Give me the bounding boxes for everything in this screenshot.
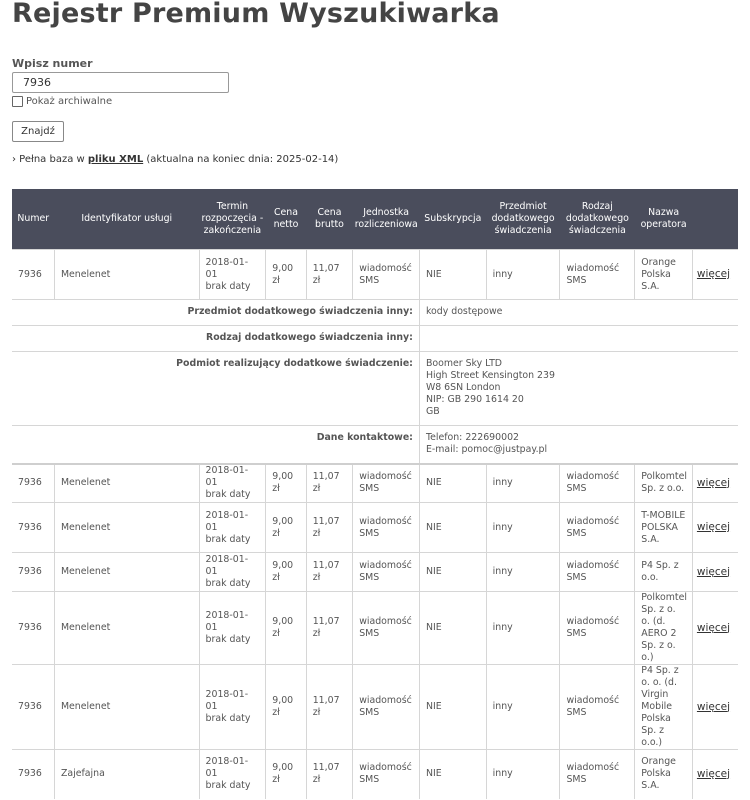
cell-more: [692, 464, 738, 503]
cell-termin: [199, 464, 266, 503]
col-header-rodzaj: Rodzaj dodatkowego świadczenia: [560, 189, 635, 250]
cell-termin-start: 2018-01-01: [205, 689, 249, 712]
cell-identyfikator: Menelenet: [54, 503, 199, 553]
cell-operator: Orange Polska S.A.: [635, 250, 693, 300]
cell-termin: [199, 665, 266, 750]
cell-more: [692, 250, 738, 300]
cell-termin-end: brak daty: [205, 713, 251, 724]
cell-identyfikator: Zajefajna: [54, 750, 199, 799]
cell-more: [692, 665, 738, 750]
cell-jednostka: wiadomość SMS: [353, 464, 420, 503]
cell-subskrypcja: NIE: [419, 250, 486, 300]
cell-termin-end: brak daty: [205, 280, 251, 292]
cell-termin-start: 2018-01-01: [205, 610, 249, 633]
search-button[interactable]: Znajdź: [12, 121, 64, 142]
table-row: [12, 750, 738, 799]
xml-info-suffix: (aktualna na koniec dnia: 2025-02-14): [146, 154, 339, 165]
cell-more: [692, 592, 738, 665]
cell-przedmiot: inny: [486, 665, 560, 750]
col-header-identyfikator: Identyfikator usługi: [54, 189, 199, 250]
detail-rodzaj-inny-value: [419, 326, 738, 352]
col-header-cena-brutto: Cena brutto: [306, 189, 353, 250]
cell-termin-end: brak daty: [205, 634, 251, 645]
cell-termin-start: 2018-01-01: [205, 509, 249, 533]
cell-cena-brutto: 11,07 zł: [306, 503, 353, 553]
cell-more: [692, 750, 738, 799]
cell-rodzaj: wiadomość SMS: [560, 464, 635, 503]
detail-rodzaj-inny-row: [12, 326, 738, 352]
cell-operator: T-MOBILE POLSKA S.A.: [635, 503, 693, 553]
col-header-numer: Numer: [12, 189, 54, 250]
cell-operator: Polkomtel Sp. z o. o. (d. AERO 2 Sp. z o. o.): [635, 592, 693, 665]
archive-checkbox-row[interactable]: [12, 96, 112, 107]
cell-numer: 7936: [12, 250, 54, 300]
cell-cena-brutto: 11,07 zł: [306, 553, 353, 592]
table-row: [12, 250, 738, 300]
cell-subskrypcja: NIE: [419, 503, 486, 553]
cell-przedmiot: inny: [486, 592, 560, 665]
detail-podmiot-row: [12, 352, 738, 426]
cell-jednostka: wiadomość SMS: [353, 553, 420, 592]
cell-more: [692, 503, 738, 553]
more-link[interactable]: więcej: [696, 268, 731, 280]
cell-cena-netto: 9,00 zł: [266, 553, 306, 592]
cell-cena-netto: 9,00 zł: [266, 592, 306, 665]
more-link[interactable]: więcej: [696, 521, 731, 533]
cell-rodzaj: wiadomość SMS: [560, 503, 635, 553]
cell-rodzaj: wiadomość SMS: [560, 665, 635, 750]
cell-cena-brutto: 11,07 zł: [306, 665, 353, 750]
cell-cena-netto: 9,00 zł: [266, 464, 306, 503]
cell-subskrypcja: NIE: [419, 665, 486, 750]
cell-termin: [199, 750, 266, 799]
cell-subskrypcja: NIE: [419, 553, 486, 592]
more-link[interactable]: więcej: [696, 476, 731, 489]
cell-cena-brutto: 11,07 zł: [306, 592, 353, 665]
archive-label: Pokaż archiwalne: [26, 96, 113, 107]
detail-kontakt-row: [12, 426, 738, 464]
number-label: Wpisz numer: [12, 57, 93, 70]
cell-numer: 7936: [12, 750, 54, 799]
cell-przedmiot: inny: [486, 464, 560, 503]
detail-kontakt-line: Telefon: 222690002: [425, 432, 520, 443]
cell-identyfikator: Menelenet: [54, 665, 199, 750]
cell-termin-start: 2018-01-01: [205, 256, 249, 280]
cell-rodzaj: wiadomość SMS: [560, 250, 635, 300]
cell-identyfikator: Menelenet: [54, 464, 199, 503]
cell-subskrypcja: NIE: [419, 592, 486, 665]
table-row: [12, 592, 738, 665]
table-row: [12, 553, 738, 592]
xml-file-link[interactable]: pliku XML: [87, 154, 144, 165]
cell-identyfikator: Menelenet: [54, 592, 199, 665]
archive-checkbox[interactable]: [12, 96, 23, 107]
cell-numer: 7936: [12, 503, 54, 553]
cell-numer: 7936: [12, 553, 54, 592]
cell-jednostka: wiadomość SMS: [353, 750, 420, 799]
cell-numer: 7936: [12, 592, 54, 665]
col-header-cena-netto: Cena netto: [266, 189, 306, 250]
cell-rodzaj: wiadomość SMS: [560, 592, 635, 665]
detail-przedmiot-inny-row: [12, 300, 738, 326]
cell-identyfikator: Menelenet: [54, 553, 199, 592]
xml-info-prefix: › Pełna baza w: [12, 154, 85, 165]
more-link[interactable]: więcej: [696, 767, 731, 780]
cell-subskrypcja: NIE: [419, 464, 486, 503]
cell-przedmiot: inny: [486, 750, 560, 799]
cell-cena-netto: 9,00 zł: [266, 503, 306, 553]
detail-rodzaj-inny-label: Rodzaj dodatkowego świadczenia inny:: [12, 326, 419, 352]
cell-przedmiot: inny: [486, 503, 560, 553]
cell-operator: P4 Sp. z o.o.: [635, 553, 693, 592]
cell-operator: Orange Polska S.A.: [635, 750, 693, 799]
cell-termin-end: brak daty: [205, 578, 251, 589]
cell-more: [692, 553, 738, 592]
table-row: [12, 665, 738, 750]
cell-przedmiot: inny: [486, 553, 560, 592]
cell-termin-start: 2018-01-01: [205, 554, 249, 577]
table-row: [12, 464, 738, 503]
cell-termin: [199, 503, 266, 553]
cell-termin: [199, 553, 266, 592]
detail-podmiot-line: W8 6SN London: [425, 382, 501, 393]
col-header-subskrypcja: Subskrypcja: [419, 189, 486, 250]
detail-podmiot-value: [419, 352, 738, 426]
cell-termin-end: brak daty: [205, 489, 251, 501]
cell-termin-end: brak daty: [205, 533, 251, 545]
cell-rodzaj: wiadomość SMS: [560, 553, 635, 592]
cell-jednostka: wiadomość SMS: [353, 503, 420, 553]
detail-kontakt-line: E-mail: pomoc@justpay.pl: [425, 444, 548, 455]
cell-termin-end: brak daty: [205, 780, 251, 792]
cell-cena-brutto: 11,07 zł: [306, 250, 353, 300]
cell-cena-brutto: 11,07 zł: [306, 750, 353, 799]
detail-przedmiot-inny-label: Przedmiot dodatkowego świadczenia inny:: [12, 300, 419, 326]
table-row: [12, 503, 738, 553]
cell-cena-netto: 9,00 zł: [266, 250, 306, 300]
more-link[interactable]: więcej: [696, 700, 731, 713]
cell-cena-netto: 9,00 zł: [266, 665, 306, 750]
col-header-actions: [692, 189, 738, 250]
table-header-row: [12, 189, 738, 250]
cell-jednostka: wiadomość SMS: [353, 665, 420, 750]
page-title: Rejestr Premium Wyszukiwarka: [12, 0, 500, 29]
col-header-przedmiot: Przedmiot dodatkowego świadczenia: [486, 189, 560, 250]
cell-operator: P4 Sp. z o. o. (d. Virgin Mobile Polska Sp. z o.o.): [635, 665, 693, 750]
cell-przedmiot: inny: [486, 250, 560, 300]
xml-info: [12, 154, 338, 165]
cell-termin: [199, 250, 266, 300]
cell-jednostka: wiadomość SMS: [353, 250, 420, 300]
detail-kontakt-value: [419, 426, 738, 464]
detail-podmiot-line: NIP: GB 290 1614 20: [425, 394, 524, 405]
detail-kontakt-label: Dane kontaktowe:: [12, 426, 419, 464]
detail-podmiot-line: High Street Kensington 239: [425, 370, 555, 381]
col-header-termin: Termin rozpoczęcia - zakończenia: [199, 189, 266, 250]
cell-subskrypcja: NIE: [419, 750, 486, 799]
results-table: [12, 189, 738, 799]
cell-numer: 7936: [12, 464, 54, 503]
detail-podmiot-line: Boomer Sky LTD: [425, 358, 503, 369]
cell-jednostka: wiadomość SMS: [353, 592, 420, 665]
more-link[interactable]: więcej: [696, 621, 731, 634]
col-header-jednostka: Jednostka rozliczeniowa: [353, 189, 420, 250]
detail-podmiot-line: GB: [425, 406, 440, 417]
cell-identyfikator: Menelenet: [54, 250, 199, 300]
cell-termin: [199, 592, 266, 665]
cell-numer: 7936: [12, 665, 54, 750]
cell-cena-brutto: 11,07 zł: [306, 464, 353, 503]
detail-podmiot-label: Podmiot realizujący dodatkowe świadczenie:: [12, 352, 419, 426]
cell-operator: Polkomtel Sp. z o.o.: [635, 464, 693, 503]
cell-cena-netto: 9,00 zł: [266, 750, 306, 799]
cell-termin-start: 2018-01-01: [205, 465, 249, 489]
col-header-operator: Nazwa operatora: [635, 189, 693, 250]
cell-termin-start: 2018-01-01: [205, 756, 249, 780]
cell-rodzaj: wiadomość SMS: [560, 750, 635, 799]
number-input[interactable]: [12, 72, 229, 93]
detail-przedmiot-inny-value: kody dostępowe: [419, 300, 738, 326]
more-link[interactable]: więcej: [696, 565, 731, 578]
